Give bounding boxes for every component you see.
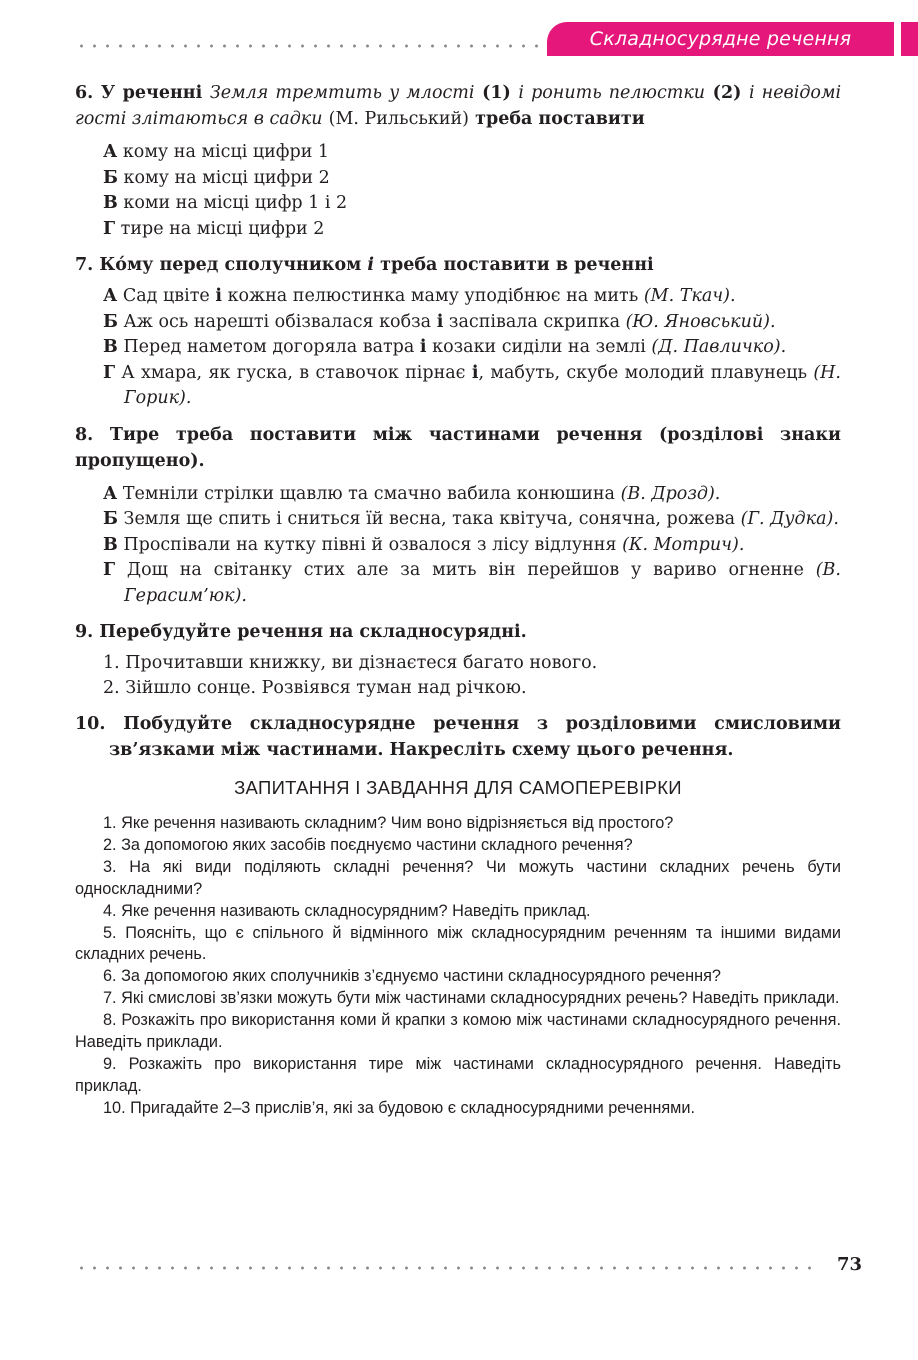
option-letter: Г	[103, 218, 116, 239]
page-number: 73	[836, 1254, 862, 1275]
option-source: (Ю. Яновський).	[625, 311, 776, 332]
option-source: (К. Мотрич).	[622, 534, 745, 555]
task-8	[75, 422, 841, 610]
answer-option	[75, 217, 841, 243]
option-text: А хмара, як гуска, в ставочок пірнає	[121, 362, 466, 383]
task-6-question	[75, 80, 841, 132]
task-number: 9.	[75, 622, 94, 642]
task-number: 6.	[75, 83, 94, 103]
question-text: Побудуйте складносурядне речення з розділовими смисловими зв’язками між частинами. Накресліть схему цього речення.	[109, 714, 842, 760]
option-source: (В. Герасим’юк).	[124, 560, 841, 606]
list-item: 6. За допомогою яких сполучників з’єднуємо частини складносурядного речення?	[103, 967, 721, 986]
question-text: треба поставити в реченні	[380, 255, 654, 275]
list-item: 9. Розкажіть про використання тире між частинами складносурядного речення. Наведіть приклад.	[75, 1054, 841, 1095]
option-text: тире на місці цифри 2	[120, 218, 325, 239]
digit-mark: (1)	[482, 83, 511, 103]
answer-option	[75, 533, 841, 559]
conjunction: і	[367, 255, 375, 275]
conjunction: і	[215, 286, 222, 306]
option-text: кому на місці цифри 1	[122, 142, 330, 162]
list-item: 1. Прочитавши книжку, ви дізнаєтеся багато нового.	[103, 653, 598, 673]
list-item: 10. Пригадайте 2–3 прислів’я, які за будовою є складносурядними реченнями.	[103, 1098, 695, 1117]
digit-mark: (2)	[712, 83, 742, 103]
answer-option	[75, 482, 841, 508]
self-check-title: ЗАПИТАННЯ І ЗАВДАННЯ ДЛЯ САМОПЕРЕВІРКИ	[234, 777, 682, 798]
option-letter: А	[103, 483, 118, 504]
answer-option	[75, 284, 841, 310]
top-dotted-rule	[75, 44, 553, 48]
task-number: 8.	[75, 424, 94, 445]
task-7-question	[75, 252, 841, 278]
option-text: коми на місці цифр 1 і 2	[123, 193, 348, 213]
task-9-question	[75, 619, 841, 645]
option-text: Дощ на світанку стих але за мить він перейшов у вариво огненне	[126, 560, 804, 580]
option-source: (Г. Дудка).	[740, 509, 839, 529]
option-letter: В	[103, 534, 118, 555]
task-7	[75, 252, 841, 412]
option-letter: А	[103, 286, 118, 306]
question-text: У реченні	[100, 83, 203, 103]
section-header-tab: Складносурядне речення	[547, 22, 894, 56]
conjunction: і	[419, 337, 427, 357]
sentence-list	[75, 651, 841, 701]
answer-option	[75, 507, 841, 533]
option-letter: Б	[103, 311, 118, 332]
option-source: (Н. Горик).	[124, 362, 841, 408]
answer-option	[75, 191, 841, 217]
option-letter: Г	[103, 362, 116, 383]
list-item: 5. Поясніть, що є спільного й відмінного між складносурядним реченням та іншими видами складних речень.	[75, 923, 841, 964]
option-source: (В. Дрозд).	[620, 483, 721, 504]
list-item: 8. Розкажіть про використання коми й крапки з комою між частинами складносурядного речення. Наведіть приклади.	[75, 1011, 841, 1052]
list-item: 2. Зійшло сонце. Розвіявся туман над річкою.	[103, 678, 527, 698]
option-text: заспівала скрипка	[448, 311, 620, 332]
option-text: Земля ще спить і сниться їй весна, така квітуча, сонячна, рожева	[123, 509, 736, 529]
option-text: , мабуть, скубе молодий плавунець	[478, 362, 807, 383]
quote-part: Земля тремтить у млості	[209, 83, 475, 103]
list-item: 4. Яке речення називають складносурядним? Наведіть приклад.	[103, 901, 591, 920]
page-content	[75, 80, 841, 1120]
option-text: Сад цвіте	[122, 286, 210, 306]
answer-option	[75, 140, 841, 166]
option-letter: В	[103, 193, 118, 213]
answer-option	[75, 166, 841, 192]
quote-part: і невідомі гості злітаються в садки	[75, 83, 842, 129]
option-text: Проспівали на кутку півні й озвалося з лісу відлуння	[123, 534, 617, 555]
option-text: козаки сиділи на землі	[432, 337, 646, 357]
option-letter: Г	[103, 560, 116, 580]
answer-option	[75, 558, 841, 609]
list-item: 2. За допомогою яких засобів поєднуємо частини складного речення?	[103, 835, 633, 854]
list-item: 1. Яке речення називають складним? Чим воно відрізняється від простого?	[103, 814, 674, 832]
option-letter: А	[103, 142, 118, 162]
task-number: 7.	[75, 255, 94, 275]
option-text: кожна пелюстинка маму уподібнює на мить	[227, 286, 639, 306]
option-text: Темніли стрілки щавлю та смачно вабила конюшина	[122, 483, 615, 504]
list-item: 7. Які смислові зв’язки можуть бути між частинами складносурядних речень? Наведіть приклади.	[103, 989, 840, 1008]
question-text: Тире треба поставити між частинами речення (розділові знаки пропущено).	[75, 424, 841, 471]
conjunction: і	[471, 362, 479, 383]
task-6	[75, 80, 841, 242]
answer-option	[75, 335, 841, 361]
option-letter: Б	[103, 509, 118, 529]
option-text: кому на місці цифри 2	[123, 167, 330, 188]
question-text: треба поставити	[475, 109, 645, 129]
question-text: Ко́му перед сполучником	[99, 255, 362, 275]
task-9	[75, 619, 841, 701]
bottom-dotted-rule	[75, 1266, 817, 1270]
list-item: 3. На які види поділяють складні речення? Чи можуть частини складних речень бути односкладними?	[75, 857, 841, 898]
option-letter: В	[103, 337, 118, 357]
task-8-question	[75, 422, 841, 474]
header-edge-bar	[901, 22, 918, 56]
answer-option	[75, 361, 841, 412]
question-text: Перебудуйте речення на складносурядні.	[99, 622, 527, 642]
option-text: Аж ось нарешті обізвалася кобза	[123, 311, 432, 332]
task-10-question	[75, 711, 841, 763]
option-text: Перед наметом догоряла ватра	[123, 337, 415, 357]
quote-part: і ронить пелюстки	[518, 83, 706, 103]
option-source: (Д. Павличко).	[651, 337, 787, 357]
option-letter: Б	[103, 167, 118, 188]
task-10	[75, 711, 841, 763]
answer-option	[75, 310, 841, 336]
quote-author: (М. Рильський)	[328, 109, 470, 129]
self-check-questions	[75, 813, 841, 1120]
option-source: (М. Ткач).	[643, 286, 736, 306]
task-number: 10.	[75, 714, 106, 734]
conjunction: і	[436, 311, 444, 332]
